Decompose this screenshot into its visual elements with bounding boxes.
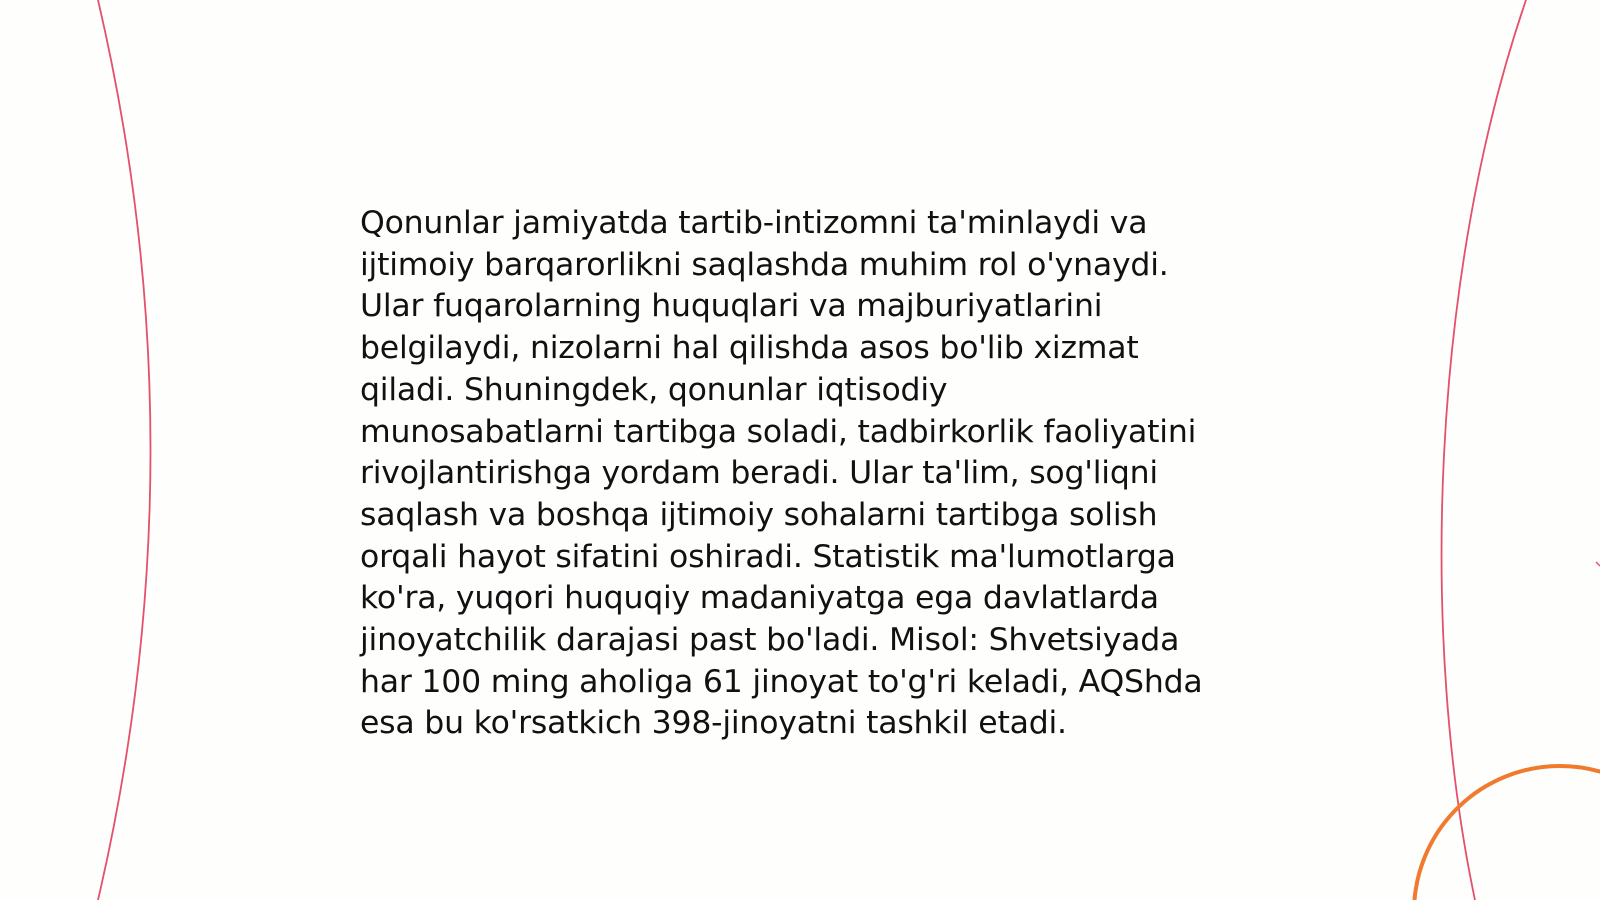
body-line: esa bu ko'rsatkich 398-jinoyatni tashkil etadi.	[360, 705, 1067, 742]
slide-body-text	[360, 203, 1260, 745]
body-line: rivojlantirishga yordam beradi. Ular ta'lim, sog'liqni	[360, 455, 1158, 492]
body-line: belgilaydi, nizolarni hal qilishda asos bo'lib xizmat	[360, 330, 1139, 367]
orange-circle-outline	[1414, 766, 1600, 900]
small-edge-mark	[1596, 562, 1600, 566]
body-line: ko'ra, yuqori huquqiy madaniyatga ega davlatlarda	[360, 580, 1159, 617]
body-line: saqlash va boshqa ijtimoiy sohalarni tartibga solish	[360, 496, 1158, 533]
body-line: Ular fuqarolarning huquqlari va majburiyatlarini	[360, 288, 1103, 325]
body-line: ijtimoiy barqarorlikni saqlashda muhim rol o'ynaydi.	[360, 246, 1169, 283]
body-line: qiladi. Shuningdek, qonunlar iqtisodiy	[360, 371, 948, 408]
body-line: jinoyatchilik darajasi past bo'ladi. Misol: Shvetsiyada	[360, 622, 1180, 659]
right-curve-line	[1442, 0, 1526, 900]
body-line: orqali hayot sifatini oshiradi. Statistik ma'lumotlarga	[360, 538, 1176, 575]
body-line: har 100 ming aholiga 61 jinoyat to'g'ri keladi, AQShda	[360, 663, 1203, 700]
body-line: Qonunlar jamiyatda tartib-intizomni ta'minlaydi va	[360, 205, 1148, 241]
body-line: munosabatlarni tartibga soladi, tadbirkorlik faoliyatini	[360, 413, 1197, 450]
left-curve-line	[98, 0, 151, 900]
